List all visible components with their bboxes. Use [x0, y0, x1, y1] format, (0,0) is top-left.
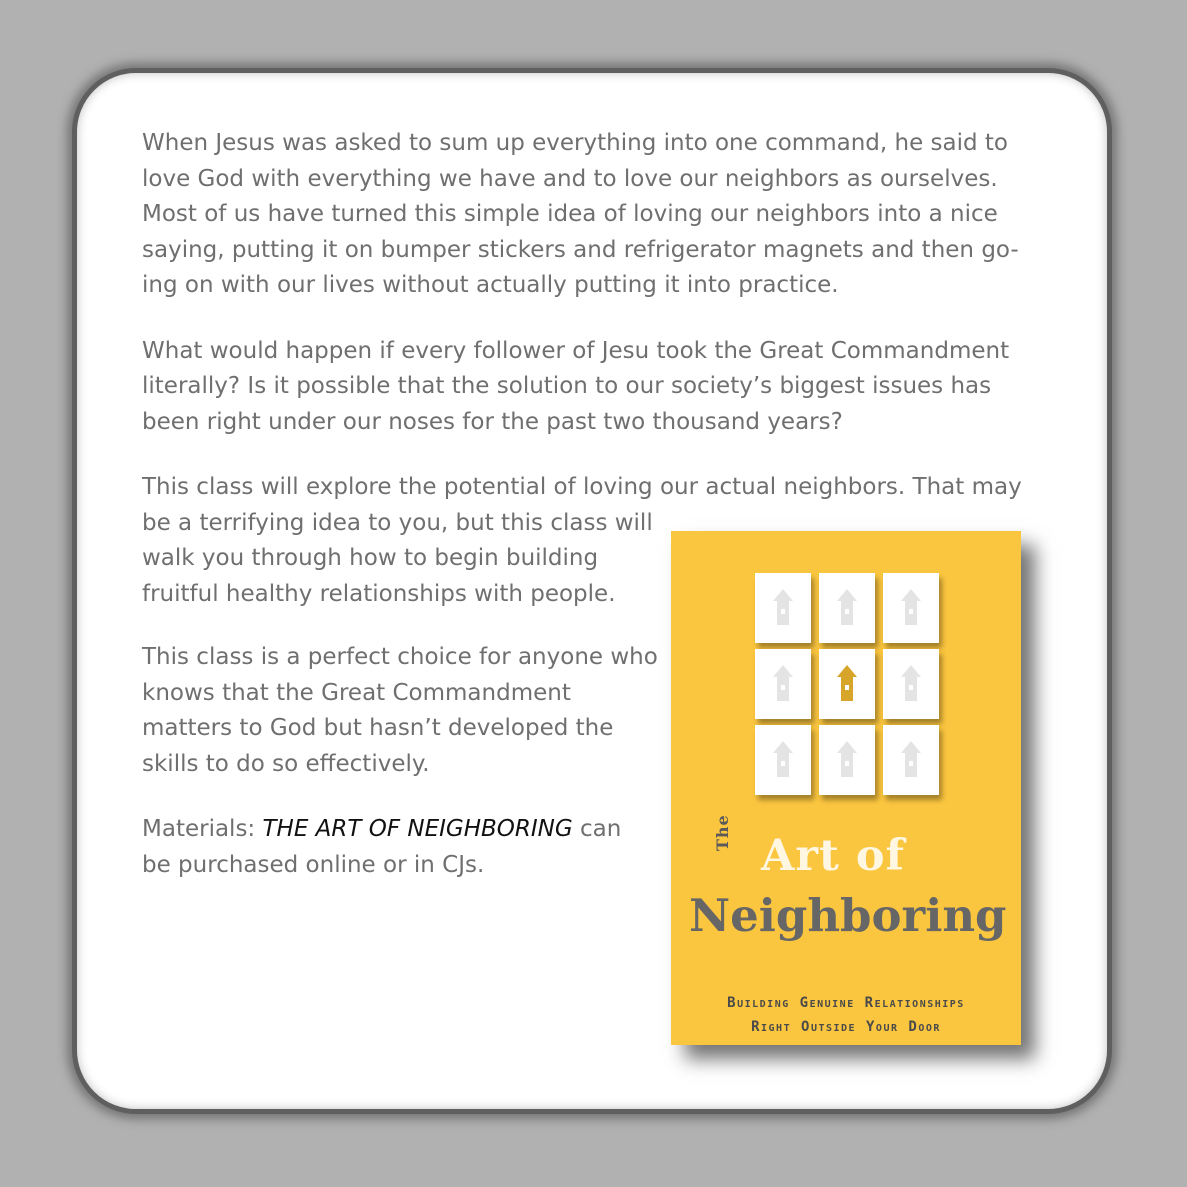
house-tile-grid	[755, 573, 939, 795]
house-icon	[771, 663, 795, 703]
house-tile	[883, 725, 939, 795]
text-line: ing on with our lives without actually putting it into practice.	[142, 272, 839, 298]
text-line: walk you through how to begin building	[142, 545, 599, 571]
house-tile	[755, 649, 811, 719]
materials-line-2: be purchased online or in CJs.	[142, 851, 485, 878]
text-line: been right under our noses for the past two thousand years?	[142, 408, 843, 435]
house-tile	[755, 573, 811, 643]
materials-label: Materials:	[142, 816, 263, 842]
text-line: This class will explore the potential of loving our actual neighbors. That may	[142, 474, 1022, 500]
text-line: knows that the Great Commandment	[142, 679, 571, 706]
text-line: fruitful healthy relationships with people.	[142, 580, 616, 607]
house-icon	[835, 587, 859, 627]
book-subtitle	[671, 991, 1021, 1039]
house-icon	[835, 663, 859, 703]
house-icon	[835, 739, 859, 779]
text-line: love God with everything we have and to love our neighbors as ourselves.	[142, 165, 998, 192]
house-tile	[819, 573, 875, 643]
house-icon	[899, 739, 923, 779]
book-title-art-of: Art of	[761, 831, 906, 881]
house-icon	[899, 663, 923, 703]
text-line: Most of us have turned this simple idea of loving our neighbors into a nice	[142, 201, 998, 227]
materials-suffix: can	[572, 816, 622, 842]
paragraph-2	[142, 334, 1062, 441]
book-subtitle-line-1: Building Genuine Relationships	[727, 995, 965, 1011]
text-line: literally? Is it possible that the solution to our society’s biggest issues has	[142, 373, 992, 399]
book-cover	[671, 531, 1021, 1045]
house-tile-highlighted	[819, 649, 875, 719]
text-line: be a terrifying idea to you, but this class will	[142, 509, 653, 536]
text-line: This class is a perfect choice for anyone who	[142, 644, 658, 670]
book-title-the: The	[713, 814, 732, 851]
text-line: When Jesus was asked to sum up everything into one command, he said to	[142, 130, 1009, 156]
book-title-neighboring: Neighboring	[689, 889, 1007, 942]
house-icon	[899, 587, 923, 627]
text-line: What would happen if every follower of Jesu took the Great Commandment	[142, 337, 1010, 364]
house-tile	[883, 573, 939, 643]
text-line: matters to God but hasn’t developed the	[142, 715, 614, 741]
text-line: skills to do so effectively.	[142, 750, 430, 777]
book-title-reference: THE ART OF NEIGHBORING	[262, 816, 573, 842]
house-icon	[771, 587, 795, 627]
house-tile	[755, 725, 811, 795]
paragraph-1	[142, 126, 1062, 304]
house-icon	[771, 739, 795, 779]
house-tile	[883, 649, 939, 719]
house-tile	[819, 725, 875, 795]
text-line: saying, putting it on bumper stickers and refrigerator magnets and then go-	[142, 236, 1019, 263]
book-subtitle-line-2: Right Outside Your Door	[751, 1019, 941, 1035]
